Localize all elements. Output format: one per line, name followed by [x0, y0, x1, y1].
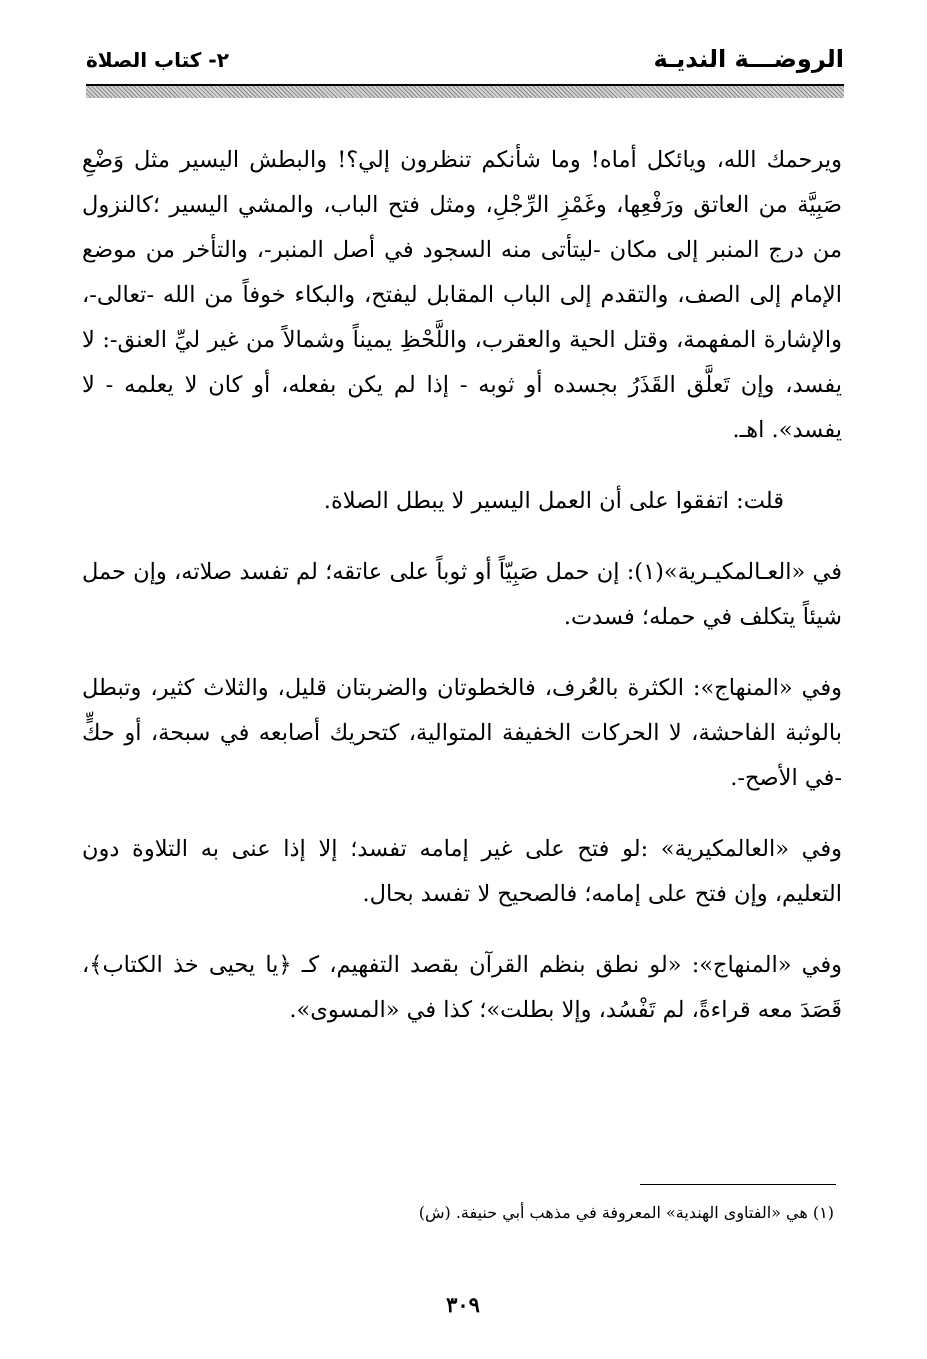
main-text: [82, 138, 842, 1033]
chapter-title: ٢- كتاب الصلاة: [86, 48, 229, 72]
paragraph-5: وفي «العالمكيرية» :لو فتح على غير إمامه تفسد؛ إلا إذا عنى به التلاوة دون التعليم، وإن فتح على إمامه؛ فالصحيح لا تفسد بحال.: [82, 836, 842, 907]
paragraph-6: وفي «المنهاج»: «لو نطق بنظم القرآن بقصد التفهيم، كـ ﴿يا يحيى خذ الكتاب﴾، قَصَدَ معه قراءةً، لم تَفْسُد، وإلا بطلت»؛ كذا في «المسوى».: [82, 952, 842, 1023]
page-number: ٣٠٩: [446, 1292, 480, 1317]
footnote: (١) هي «الفتاوى الهندية» المعروفة في مذهب أبي حنيفة. (ش): [418, 1203, 834, 1222]
footnote-separator: [640, 1184, 836, 1185]
paragraph-2: قلت: اتفقوا على أن العمل اليسير لا يبطل الصلاة.: [323, 488, 784, 514]
running-header: [86, 36, 844, 86]
book-title: الروضـــة النديـة: [653, 45, 844, 73]
paragraph-3: في «العـالمكيـرية»(١): إن حمل صَبِيّاً أو ثوباً على عاتقه؛ لم تفسد صلاته، وإن حمل شيئاً يتكلف في حمله؛ فسدت.: [82, 559, 842, 630]
paragraph-1: ويرحمك الله، ويائكل أماه! وما شأنكم تنظرون إلي؟! والبطش اليسير مثل وَضْعِ صَبِيَّة من العاتق ورَفْعِها، وغَمْزِ الرِّجْلِ، ومثل فتح الباب، والمشي اليسير ؛كالنزول من درج المنبر إلى مكان -ليتأتى منه السجود في أصل المنبر-، والتأخر من موضع الإمام إلى الصف، والتقدم إلى الباب المقابل ليفتح، والبكاء خوفاً من الله -تعالى-، والإشارة المفهمة، وقتل الحية والعقرب، واللَّحْظِ يميناً وشمالاً من غير ليِّ العنق-: لا يفسد، وإن تَعلَّق القَذَرُ بجسده أو ثوبه - إذا لم يكن بفعله، أو كان لا يعلمه - لا يفسد». اهـ.: [82, 147, 842, 443]
header-rule: [86, 84, 844, 98]
paragraph-4: وفي «المنهاج»: الكثرة بالعُرف، فالخطوتان والضربتان قليل، والثلاث كثير، وتبطل بالوثبة الفاحشة، لا الحركات الخفيفة المتوالية، كتحريك أصابعه في سبحة، أو حكٍّ -في الأصح-.: [82, 675, 842, 791]
